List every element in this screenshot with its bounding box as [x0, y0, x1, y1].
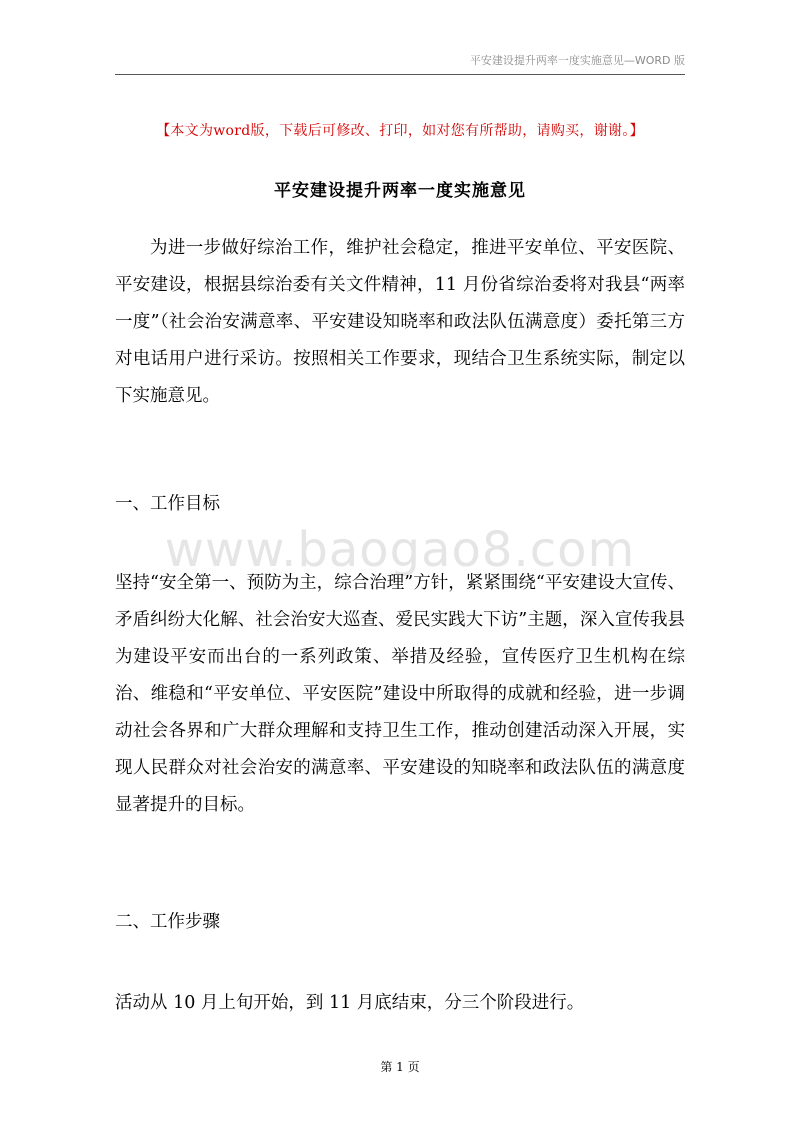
steps-paragraph: 活动从 10 月上旬开始，到 11 月底结束，分三个阶段进行。 [115, 993, 585, 1013]
section-heading-steps: 二、工作步骤 [115, 912, 220, 932]
page-number: 第 1 页 [380, 1060, 420, 1074]
intro-paragraph: 为进一步做好综治工作，维护社会稳定，推进平安单位、平安医院、平安建设，根据县综治委有关文件精神，11 月份省综治委将对我县“两率一度”（社会治安满意率、平安建设知晓率和政法队伍满意度）委托第三方对电话用户进行采访。按照相关工作要求，现结合卫生系统实际，制定以下实施意见。 [115, 238, 685, 406]
watermark: www.baogao8.com [164, 522, 636, 578]
section-heading-goals: 一、工作目标 [115, 494, 220, 514]
document-title: 平安建设提升两率一度实施意见 [274, 181, 526, 201]
goals-paragraph: 坚持“安全第一、预防为主，综合治理”方针，紧紧围绕“平安建设大宣传、矛盾纠纷大化解、社会治安大巡查、爱民实践大下访”主题，深入宣传我县为建设平安而出台的一系列政策、举措及经验，宣传医疗卫生机构在综治、维稳和“平安单位、平安医院”建设中所取得的成就和经验，进一步调动社会各界和广大群众理解和支持卫生工作，推动创建活动深入开展，实现人民群众对社会治安的满意率、平安建设的知晓率和政法队伍的满意度显著提升的目标。 [115, 573, 685, 815]
header-divider [115, 74, 685, 75]
download-notice: 【本文为word版，下载后可修改、打印，如对您有所帮助，请购买，谢谢。】 [156, 123, 644, 139]
page-header: 平安建设提升两率一度实施意见—WORD 版 [469, 54, 685, 67]
